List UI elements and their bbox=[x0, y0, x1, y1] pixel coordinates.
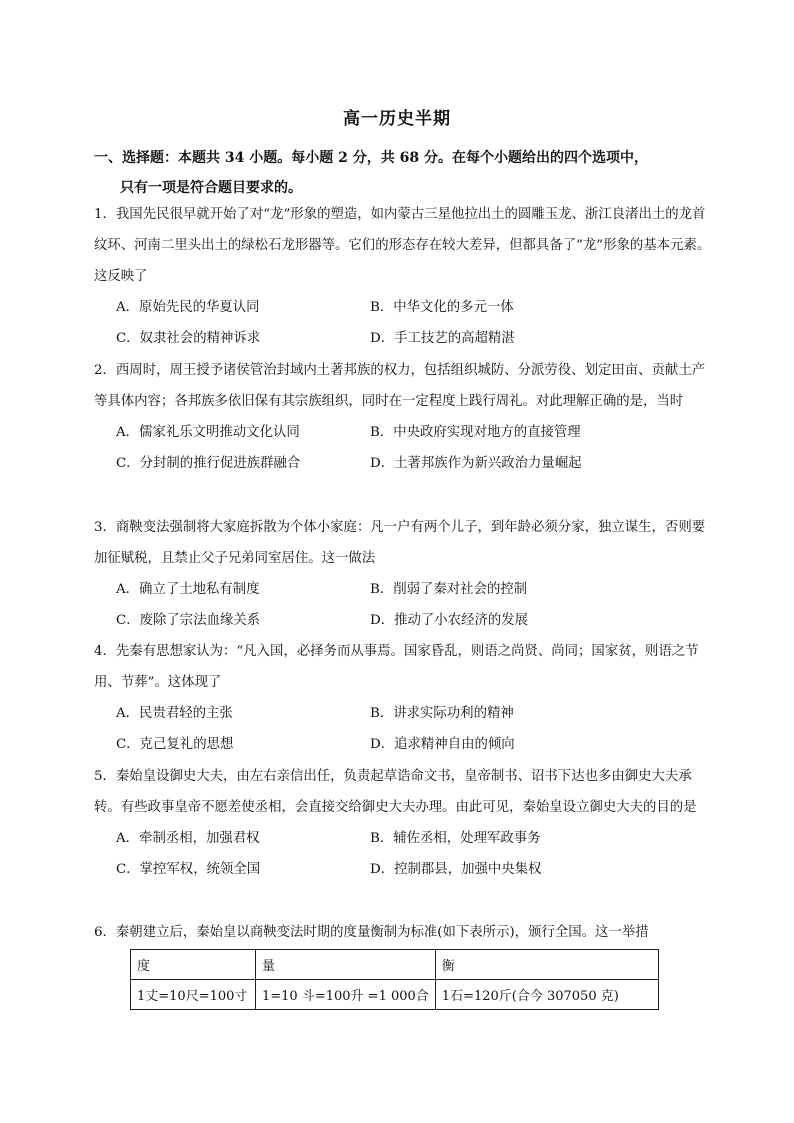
option-c[interactable]: C．掌控军权，统领全国 bbox=[116, 862, 261, 877]
option-row bbox=[94, 854, 714, 885]
option-b[interactable]: B．中央政府实现对地方的直接管理 bbox=[370, 425, 581, 440]
table-row bbox=[131, 980, 659, 1010]
table-cell: 1=10 斗=100升 =1 000合 bbox=[256, 980, 436, 1010]
option-b[interactable]: B．削弱了秦对社会的控制 bbox=[370, 582, 528, 597]
table-header-row bbox=[131, 950, 659, 980]
option-row bbox=[94, 292, 714, 323]
table-cell: 1丈=10尺=100寸 bbox=[131, 980, 256, 1010]
section-line-1: 一、选择题：本题共 34 小题。每小题 2 分，共 68 分。在每个小题给出的四个选项中， bbox=[94, 150, 648, 166]
question-stem: 3．商鞅变法强制将大家庭拆散为个体小家庭：凡一户有两个儿子，到年龄必须分家，独立谋生，否则要加征赋税，且禁止父子兄弟同室居住。这一做法 bbox=[94, 520, 706, 566]
question-stem: 1．我国先民很早就开始了对“龙”形象的塑造，如内蒙古三星他拉出土的圆雕玉龙、浙江良渚出土的龙首纹环、河南二里头出土的绿松石龙形器等。它们的形态存在较大差异，但都具备了“龙”形象的基本元素。这反映了 bbox=[94, 207, 711, 284]
page-title: 高一历史半期 bbox=[343, 109, 451, 129]
section-line-2: 只有一项是符合题目要求的。 bbox=[120, 180, 302, 196]
option-a[interactable]: A．确立了土地私有制度 bbox=[116, 582, 260, 597]
option-row bbox=[94, 323, 714, 354]
question-6 bbox=[94, 917, 714, 948]
question-stem: 4．先秦有思想家认为：“凡入国，必择务而从事焉。国家昏乱，则语之尚贤、尚同；国家贫，则语之节用、节葬”。这体现了 bbox=[94, 644, 699, 690]
option-d[interactable]: D．控制郡县，加强中央集权 bbox=[370, 862, 542, 877]
option-a[interactable]: A．原始先民的华夏认同 bbox=[116, 300, 260, 315]
question-3 bbox=[94, 512, 714, 636]
option-row bbox=[94, 823, 714, 854]
option-b[interactable]: B．讲求实际功利的精神 bbox=[370, 706, 514, 721]
option-d[interactable]: D．推动了小农经济的发展 bbox=[370, 613, 529, 628]
option-d[interactable]: D．土著邦族作为新兴政治力量崛起 bbox=[370, 456, 582, 471]
option-b[interactable]: B．辅佐丞相，处理军政事务 bbox=[370, 831, 541, 846]
question-stem: 2．西周时，周王授予诸侯管治封域内土著邦族的权力，包括组织城防、分派劳役、划定田亩、贡献土产等具体内容；各邦族多依旧保有其宗族组织，同时在一定程度上践行周礼。对此理解正确的是，当时 bbox=[94, 363, 706, 409]
option-row bbox=[94, 605, 714, 636]
option-c[interactable]: C．克己复礼的思想 bbox=[116, 737, 234, 752]
option-c[interactable]: C．废除了宗法血缘关系 bbox=[116, 613, 261, 628]
option-row bbox=[94, 574, 714, 605]
question-4 bbox=[94, 636, 714, 760]
option-row bbox=[94, 448, 714, 479]
option-b[interactable]: B．中华文化的多元一体 bbox=[370, 300, 514, 315]
question-stem: 5．秦始皇设御史大夫，由左右亲信出任，负责起草诰命文书，皇帝制书、诏书下达也多由御史大夫承转。有些政事皇帝不愿差使丞相，会直接交给御史大夫办理。由此可见，秦始皇设立御史大夫的目的是 bbox=[94, 769, 697, 815]
section-instructions bbox=[94, 143, 734, 203]
table-cell: 1石=120斤(合今 307050 克) bbox=[435, 980, 658, 1010]
question-2 bbox=[94, 355, 714, 479]
option-a[interactable]: A．儒家礼乐文明推动文化认同 bbox=[116, 425, 300, 440]
question-5 bbox=[94, 761, 714, 885]
option-c[interactable]: C．分封制的推行促进族群融合 bbox=[116, 456, 301, 471]
option-d[interactable]: D．手工技艺的高超精湛 bbox=[370, 331, 515, 346]
option-c[interactable]: C．奴隶社会的精神诉求 bbox=[116, 331, 261, 346]
measurement-table bbox=[130, 949, 659, 1010]
option-row bbox=[94, 698, 714, 729]
question-1 bbox=[94, 199, 714, 354]
table-header-cell: 量 bbox=[256, 950, 436, 980]
option-row bbox=[94, 729, 714, 760]
option-a[interactable]: A．民贵君轻的主张 bbox=[116, 706, 233, 721]
option-a[interactable]: A．牵制丞相，加强君权 bbox=[116, 831, 260, 846]
table-header-cell: 度 bbox=[131, 950, 256, 980]
option-d[interactable]: D．追求精神自由的倾向 bbox=[370, 737, 515, 752]
option-row bbox=[94, 417, 714, 448]
table-header-cell: 衡 bbox=[435, 950, 658, 980]
question-stem: 6．秦朝建立后，秦始皇以商鞅变法时期的度量衡制为标准(如下表所示)，颁行全国。这一举措 bbox=[94, 925, 649, 940]
